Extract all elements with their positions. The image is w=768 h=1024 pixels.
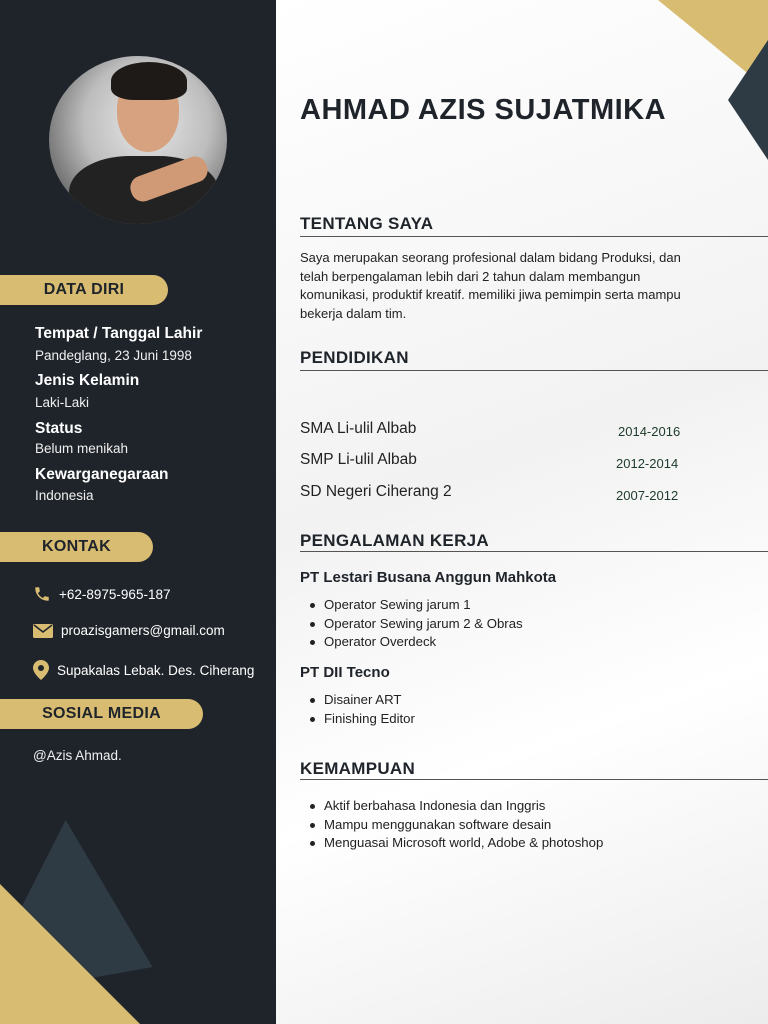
- email-text: proazisgamers@gmail.com: [61, 623, 225, 638]
- experience-heading: PENGALAMAN KERJA: [300, 531, 489, 550]
- education-heading: PENDIDIKAN: [300, 348, 409, 367]
- data-diri-heading: DATA DIRI: [0, 275, 168, 305]
- contact-email: [33, 623, 225, 638]
- decorative-corner-dark: [728, 40, 768, 160]
- profile-photo: [49, 56, 227, 224]
- kontak-heading: KONTAK: [0, 532, 153, 562]
- about-paragraph: [300, 249, 750, 323]
- phone-icon: [33, 585, 51, 603]
- field-value-gender: Laki-Laki: [35, 395, 90, 410]
- job-tasks-list: [324, 691, 415, 728]
- list-item: Mampu menggunakan software desain: [324, 816, 603, 835]
- list-item: Disainer ART: [324, 691, 415, 710]
- about-line: Saya merupakan seorang profesional dalam bidang Produksi, dan: [300, 250, 681, 265]
- company-name: PT Lestari Busana Anggun Mahkota: [300, 569, 557, 586]
- field-label-citizenship: Kewarganegaraan: [35, 466, 169, 483]
- skills-divider: [300, 779, 768, 780]
- list-item: Operator Sewing jarum 1: [324, 596, 523, 615]
- education-years: 2007-2012: [616, 488, 679, 503]
- field-label-gender: Jenis Kelamin: [35, 372, 140, 389]
- company-name: PT DII Tecno: [300, 664, 390, 681]
- list-item: Operator Overdeck: [324, 633, 523, 652]
- about-heading: TENTANG SAYA: [300, 214, 434, 233]
- skills-list: [324, 797, 603, 853]
- field-value-citizenship: Indonesia: [35, 488, 94, 503]
- field-label-birth: Tempat / Tanggal Lahir: [35, 325, 203, 342]
- education-years: 2014-2016: [618, 424, 681, 439]
- list-item: Menguasai Microsoft world, Adobe & photoshop: [324, 834, 603, 853]
- phone-text: +62-8975-965-187: [59, 586, 171, 602]
- list-item: Finishing Editor: [324, 710, 415, 729]
- experience-divider: [300, 551, 768, 552]
- social-handle: @Azis Ahmad.: [33, 748, 122, 763]
- about-divider: [300, 236, 768, 237]
- education-school: SMP Li-ulil Albab: [300, 451, 417, 468]
- full-name: AHMAD AZIS SUJATMIKA: [300, 94, 667, 126]
- education-school: SMA Li-ulil Albab: [300, 420, 417, 437]
- field-value-birth: Pandeglang, 23 Juni 1998: [35, 348, 192, 363]
- education-divider: [300, 370, 768, 371]
- list-item: Aktif berbahasa Indonesia dan Inggris: [324, 797, 603, 816]
- about-line: bekerja dalam tim.: [300, 305, 407, 321]
- sidebar: [0, 0, 276, 1024]
- main-content: [276, 0, 768, 1024]
- list-item: Operator Sewing jarum 2 & Obras: [324, 615, 523, 634]
- skills-heading: KEMAMPUAN: [300, 759, 416, 778]
- contact-phone: [33, 585, 170, 603]
- email-icon: [33, 624, 53, 638]
- location-pin-icon: [33, 660, 49, 680]
- decorative-triangle-gold: [0, 884, 140, 1024]
- contact-address: [33, 660, 254, 680]
- field-label-status: Status: [35, 420, 83, 437]
- address-text: Supakalas Lebak. Des. Ciherang: [57, 662, 255, 678]
- job-tasks-list: [324, 596, 523, 652]
- about-line: komunikasi, produktif kreatif. memiliki jiwa pemimpin serta mampu: [300, 287, 681, 302]
- about-line: telah berpengalaman lebih dari 2 tahun dalam membangun: [300, 268, 641, 284]
- education-school: SD Negeri Ciherang 2: [300, 483, 452, 500]
- field-value-status: Belum menikah: [35, 441, 129, 456]
- education-years: 2012-2014: [616, 456, 679, 471]
- sosial-media-heading: SOSIAL MEDIA: [0, 699, 203, 729]
